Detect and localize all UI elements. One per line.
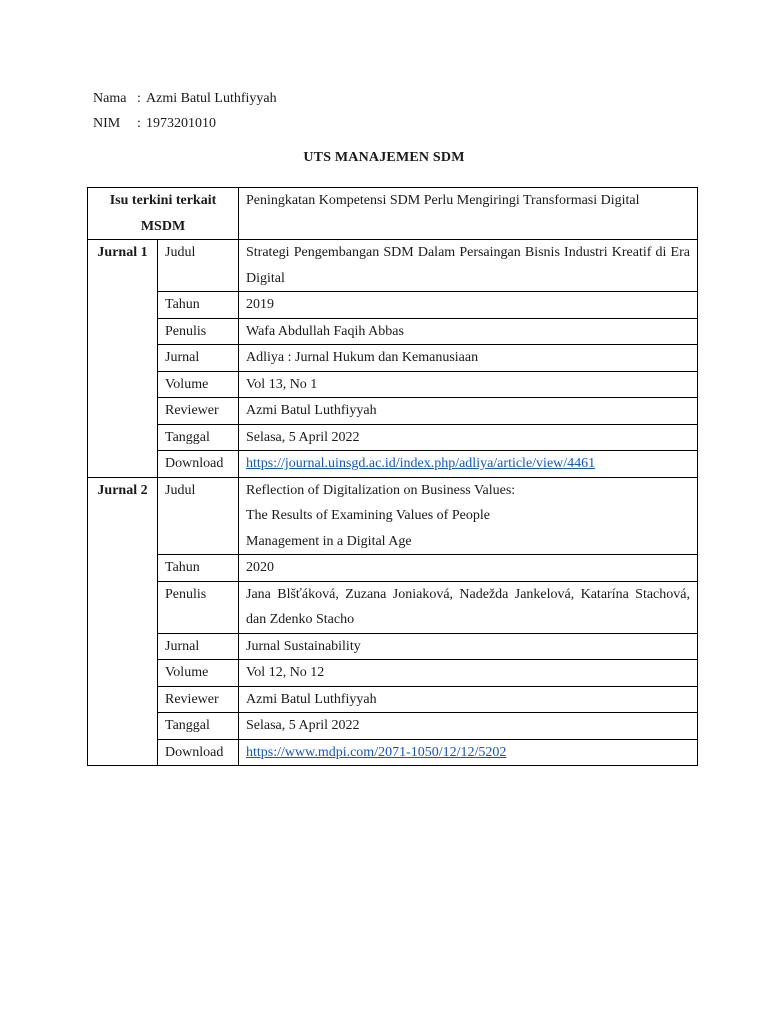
field-value: Selasa, 5 April 2022 — [239, 713, 698, 740]
title-line: Management in a Digital Age — [246, 533, 412, 549]
jurnal-1-label: Jurnal 1 — [88, 240, 158, 478]
table-row — [88, 318, 698, 345]
name-value: Azmi Batul Luthfiyyah — [146, 91, 277, 106]
table-row — [88, 240, 698, 292]
table-row — [88, 660, 698, 687]
name-row — [93, 86, 277, 111]
field-value: Azmi Batul Luthfiyyah — [239, 686, 698, 713]
field-label: Download — [158, 451, 239, 478]
field-value: 2019 — [239, 292, 698, 319]
student-identity — [93, 86, 277, 136]
table-row — [88, 581, 698, 633]
field-value — [239, 739, 698, 766]
download-link-jurnal-2[interactable]: https://www.mdpi.com/2071-1050/12/12/5202 — [246, 744, 507, 760]
document-title: UTS MANAJEMEN SDM — [303, 150, 465, 165]
field-label: Reviewer — [158, 398, 239, 425]
field-value: 2020 — [239, 555, 698, 582]
field-label: Judul — [158, 477, 239, 555]
title-line: Reflection of Digitalization on Business Values: — [246, 482, 516, 498]
field-label: Penulis — [158, 581, 239, 633]
table-row — [88, 477, 698, 555]
field-label: Jurnal — [158, 345, 239, 372]
table-row — [88, 686, 698, 713]
table-row — [88, 398, 698, 425]
table-row — [88, 555, 698, 582]
issue-value: Peningkatan Kompetensi SDM Perlu Mengiringi Transformasi Digital — [239, 188, 698, 240]
field-label: Judul — [158, 240, 239, 292]
field-label: Tahun — [158, 292, 239, 319]
jurnal-2-label: Jurnal 2 — [88, 477, 158, 766]
field-value: Wafa Abdullah Faqih Abbas — [239, 318, 698, 345]
table-row — [88, 292, 698, 319]
table-row — [88, 345, 698, 372]
issue-label: Isu terkini terkait MSDM — [88, 188, 239, 240]
field-label: Reviewer — [158, 686, 239, 713]
name-label: Nama — [93, 91, 127, 106]
table-row — [88, 713, 698, 740]
field-label: Tahun — [158, 555, 239, 582]
issue-row — [88, 188, 698, 240]
field-label: Jurnal — [158, 633, 239, 660]
review-table — [87, 187, 698, 766]
field-value: Adliya : Jurnal Hukum dan Kemanusiaan — [239, 345, 698, 372]
field-value: Jurnal Sustainability — [239, 633, 698, 660]
table-row — [88, 424, 698, 451]
field-label: Penulis — [158, 318, 239, 345]
field-label: Download — [158, 739, 239, 766]
nim-row — [93, 111, 277, 136]
table-row — [88, 451, 698, 478]
field-label: Volume — [158, 660, 239, 687]
table-row — [88, 371, 698, 398]
table-row — [88, 739, 698, 766]
nim-value: 1973201010 — [146, 116, 216, 131]
field-label: Volume — [158, 371, 239, 398]
field-value — [239, 451, 698, 478]
field-value: Strategi Pengembangan SDM Dalam Persaingan Bisnis Industri Kreatif di Era Digital — [239, 240, 698, 292]
field-value: Selasa, 5 April 2022 — [239, 424, 698, 451]
field-value: Vol 13, No 1 — [239, 371, 698, 398]
table-row — [88, 633, 698, 660]
name-separator: : — [137, 91, 141, 106]
field-label: Tanggal — [158, 424, 239, 451]
field-value — [239, 477, 698, 555]
download-link-jurnal-1[interactable]: https://journal.uinsgd.ac.id/index.php/adliya/article/view/4461 — [246, 456, 596, 471]
field-label: Tanggal — [158, 713, 239, 740]
field-value: Jana Blšťáková, Zuzana Joniaková, Nadežda Jankelová, Katarína Stachová, dan Zdenko Stacho — [239, 581, 698, 633]
field-value: Vol 12, No 12 — [239, 660, 698, 687]
nim-separator: : — [137, 116, 141, 131]
field-value: Azmi Batul Luthfiyyah — [239, 398, 698, 425]
title-line: The Results of Examining Values of People — [246, 508, 490, 523]
nim-label: NIM — [93, 116, 121, 131]
